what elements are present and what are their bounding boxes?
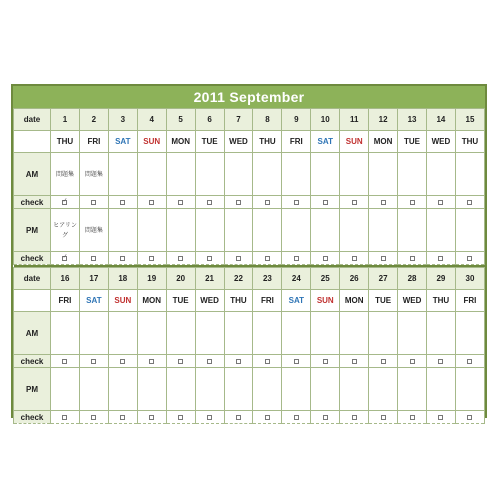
weekday-cell: THU (426, 290, 455, 312)
checkbox[interactable] (62, 359, 67, 364)
check-cell (369, 196, 398, 209)
pm-cell[interactable] (166, 368, 195, 411)
checkbox[interactable] (149, 256, 154, 261)
date-label: date (14, 268, 51, 290)
pm-cell[interactable] (340, 368, 369, 411)
checkbox[interactable] (438, 415, 443, 420)
date-cell: 27 (369, 268, 398, 290)
check-cell (224, 252, 253, 265)
check-cell (195, 196, 224, 209)
checkbox[interactable] (381, 200, 386, 205)
pm-cell[interactable] (253, 368, 282, 411)
check-cell (51, 355, 80, 368)
weekday-cell: THU (253, 131, 282, 153)
check-cell (369, 252, 398, 265)
am-cell[interactable] (369, 312, 398, 355)
weekday-cell: SUN (137, 131, 166, 153)
check-cell (166, 355, 195, 368)
checkbox[interactable] (149, 200, 154, 205)
check-cell (79, 252, 108, 265)
check-cell (253, 196, 282, 209)
weekday-cell: FRI (455, 290, 484, 312)
am-label: AM (14, 312, 51, 355)
check-label: check (14, 355, 51, 368)
date-cell: 4 (137, 109, 166, 131)
date-cell: 7 (224, 109, 253, 131)
weekday-cell: WED (426, 131, 455, 153)
date-cell: 13 (398, 109, 427, 131)
date-cell: 25 (311, 268, 340, 290)
checkbox[interactable] (178, 200, 183, 205)
pm-cell[interactable] (51, 368, 80, 411)
check-cell (166, 411, 195, 424)
am-cell[interactable] (398, 153, 427, 196)
check-cell (166, 252, 195, 265)
check-cell (282, 411, 311, 424)
checkbox[interactable] (207, 200, 212, 205)
date-cell: 6 (195, 109, 224, 131)
weekday-cell: TUE (166, 290, 195, 312)
pm-note: ヒアリング (53, 223, 77, 239)
check-label: check (14, 252, 51, 265)
checkbox[interactable] (438, 200, 443, 205)
am-check-row (14, 355, 485, 368)
am-cell[interactable] (108, 312, 137, 355)
date-cell: 28 (398, 268, 427, 290)
check-cell (108, 196, 137, 209)
pm-cell[interactable] (455, 368, 484, 411)
pm-cell[interactable] (166, 209, 195, 252)
checkbox[interactable] (62, 256, 67, 261)
am-label: AM (14, 153, 51, 196)
checkbox[interactable] (120, 359, 125, 364)
date-cell: 9 (282, 109, 311, 131)
check-cell (282, 355, 311, 368)
check-cell (108, 252, 137, 265)
am-cell[interactable] (224, 312, 253, 355)
check-cell (108, 411, 137, 424)
checkbox[interactable] (294, 415, 299, 420)
checkbox[interactable] (91, 200, 96, 205)
pm-check-row (14, 252, 485, 265)
date-cell: 19 (137, 268, 166, 290)
check-cell (224, 196, 253, 209)
checkbox[interactable] (467, 256, 472, 261)
date-cell: 24 (282, 268, 311, 290)
checkbox[interactable] (149, 415, 154, 420)
date-label: date (14, 109, 51, 131)
check-cell (224, 411, 253, 424)
check-cell (51, 252, 80, 265)
checkbox[interactable] (381, 256, 386, 261)
checkbox[interactable] (62, 200, 67, 205)
checkbox[interactable] (91, 256, 96, 261)
pm-cell[interactable] (79, 368, 108, 411)
date-cell: 8 (253, 109, 282, 131)
checkbox[interactable] (381, 415, 386, 420)
weekday-cell: MON (369, 131, 398, 153)
pm-cell[interactable] (426, 209, 455, 252)
check-cell (253, 252, 282, 265)
checkbox[interactable] (294, 359, 299, 364)
am-note: 問題集 (84, 172, 103, 178)
date-cell: 30 (455, 268, 484, 290)
pm-cell[interactable] (398, 209, 427, 252)
pm-cell[interactable] (282, 209, 311, 252)
checkbox[interactable] (352, 359, 357, 364)
am-cell[interactable] (455, 153, 484, 196)
check-cell (51, 196, 80, 209)
check-cell (340, 252, 369, 265)
pm-cell[interactable] (282, 368, 311, 411)
check-cell (137, 355, 166, 368)
weekday-cell: WED (398, 290, 427, 312)
weekday-cell: THU (51, 131, 80, 153)
am-cell[interactable] (79, 153, 108, 196)
am-cell[interactable] (369, 153, 398, 196)
checkbox[interactable] (236, 359, 241, 364)
pm-cell[interactable] (398, 368, 427, 411)
pm-row (14, 368, 485, 411)
check-cell (79, 411, 108, 424)
check-cell (137, 252, 166, 265)
checkbox[interactable] (178, 256, 183, 261)
check-cell (311, 196, 340, 209)
date-cell: 26 (340, 268, 369, 290)
check-cell (137, 196, 166, 209)
am-cell[interactable] (311, 153, 340, 196)
checkbox[interactable] (207, 256, 212, 261)
checkbox[interactable] (207, 415, 212, 420)
checkbox[interactable] (265, 200, 270, 205)
check-cell (340, 196, 369, 209)
weekday-cell: SAT (311, 131, 340, 153)
am-cell[interactable] (253, 312, 282, 355)
check-cell (426, 355, 455, 368)
am-cell[interactable] (51, 153, 80, 196)
date-cell: 18 (108, 268, 137, 290)
weekday-label (14, 131, 51, 153)
date-cell: 21 (195, 268, 224, 290)
date-cell: 15 (455, 109, 484, 131)
pm-cell[interactable] (224, 209, 253, 252)
checkbox[interactable] (207, 359, 212, 364)
weekday-cell: SUN (108, 290, 137, 312)
date-cell: 5 (166, 109, 195, 131)
check-cell (195, 355, 224, 368)
checkbox[interactable] (91, 415, 96, 420)
weekday-cell: MON (166, 131, 195, 153)
pm-cell[interactable] (51, 209, 80, 252)
weekday-cell: SAT (282, 290, 311, 312)
am-cell[interactable] (455, 312, 484, 355)
checkbox[interactable] (410, 200, 415, 205)
am-cell[interactable] (340, 153, 369, 196)
am-cell[interactable] (195, 153, 224, 196)
checkbox[interactable] (149, 359, 154, 364)
pm-label: PM (14, 209, 51, 252)
am-cell[interactable] (137, 153, 166, 196)
checkbox[interactable] (294, 200, 299, 205)
checkbox[interactable] (178, 359, 183, 364)
checkbox[interactable] (294, 256, 299, 261)
check-cell (195, 411, 224, 424)
date-cell: 23 (253, 268, 282, 290)
checkbox[interactable] (410, 415, 415, 420)
checkbox[interactable] (236, 256, 241, 261)
checkbox[interactable] (352, 415, 357, 420)
check-cell (340, 355, 369, 368)
date-cell: 20 (166, 268, 195, 290)
checkbox[interactable] (352, 256, 357, 261)
checkbox[interactable] (120, 200, 125, 205)
check-cell (455, 196, 484, 209)
date-cell: 22 (224, 268, 253, 290)
date-cell: 29 (426, 268, 455, 290)
am-cell[interactable] (426, 312, 455, 355)
am-cell[interactable] (224, 153, 253, 196)
check-label: check (14, 196, 51, 209)
checkbox[interactable] (467, 200, 472, 205)
am-cell[interactable] (195, 312, 224, 355)
date-row (14, 109, 485, 131)
weekday-cell: SUN (311, 290, 340, 312)
am-cell[interactable] (137, 312, 166, 355)
am-check-row (14, 196, 485, 209)
checkbox[interactable] (410, 256, 415, 261)
am-row (14, 153, 485, 196)
pm-cell[interactable] (79, 209, 108, 252)
checkbox[interactable] (323, 200, 328, 205)
checkbox[interactable] (438, 256, 443, 261)
check-cell (455, 355, 484, 368)
checkbox[interactable] (265, 256, 270, 261)
checkbox[interactable] (91, 359, 96, 364)
weekday-cell: FRI (253, 290, 282, 312)
date-row (14, 268, 485, 290)
pm-row (14, 209, 485, 252)
am-cell[interactable] (166, 312, 195, 355)
checkbox[interactable] (467, 415, 472, 420)
am-cell[interactable] (51, 312, 80, 355)
pm-cell[interactable] (224, 368, 253, 411)
check-cell (369, 411, 398, 424)
checkbox[interactable] (438, 359, 443, 364)
checkbox[interactable] (178, 415, 183, 420)
pm-cell[interactable] (108, 209, 137, 252)
check-cell (79, 355, 108, 368)
check-cell (311, 411, 340, 424)
pm-cell[interactable] (369, 209, 398, 252)
weekday-row (14, 290, 485, 312)
checkbox[interactable] (120, 415, 125, 420)
pm-cell[interactable] (195, 209, 224, 252)
check-cell (108, 355, 137, 368)
checkbox[interactable] (236, 200, 241, 205)
check-cell (79, 196, 108, 209)
check-label: check (14, 411, 51, 424)
calendar-title: 2011 September (13, 86, 485, 108)
pm-cell[interactable] (455, 209, 484, 252)
weekday-cell: MON (137, 290, 166, 312)
weekday-cell: SUN (340, 131, 369, 153)
checkbox[interactable] (323, 415, 328, 420)
am-cell[interactable] (166, 153, 195, 196)
weekday-cell: TUE (398, 131, 427, 153)
weekday-label (14, 290, 51, 312)
check-cell (311, 355, 340, 368)
pm-cell[interactable] (426, 368, 455, 411)
check-cell (398, 196, 427, 209)
date-cell: 11 (340, 109, 369, 131)
checkbox[interactable] (381, 359, 386, 364)
checkbox[interactable] (467, 359, 472, 364)
pm-cell[interactable] (311, 368, 340, 411)
check-cell (426, 196, 455, 209)
am-cell[interactable] (340, 312, 369, 355)
check-cell (455, 411, 484, 424)
check-cell (455, 252, 484, 265)
pm-cell[interactable] (137, 368, 166, 411)
check-cell (340, 411, 369, 424)
check-cell (369, 355, 398, 368)
weekday-cell: TUE (195, 131, 224, 153)
am-note: 問題集 (55, 172, 74, 178)
check-cell (195, 252, 224, 265)
am-cell[interactable] (253, 153, 282, 196)
weekday-cell: FRI (282, 131, 311, 153)
calendar (11, 84, 487, 422)
checkbox[interactable] (323, 359, 328, 364)
date-cell: 2 (79, 109, 108, 131)
check-cell (253, 411, 282, 424)
check-cell (224, 355, 253, 368)
pm-cell[interactable] (340, 209, 369, 252)
date-cell: 17 (79, 268, 108, 290)
weekday-cell: FRI (51, 290, 80, 312)
check-cell (282, 252, 311, 265)
am-cell[interactable] (79, 312, 108, 355)
date-cell: 16 (51, 268, 80, 290)
weekday-cell: WED (195, 290, 224, 312)
checkbox[interactable] (120, 256, 125, 261)
date-cell: 3 (108, 109, 137, 131)
weekday-row (14, 131, 485, 153)
checkbox[interactable] (323, 256, 328, 261)
weekday-cell: SAT (79, 290, 108, 312)
date-cell: 1 (51, 109, 80, 131)
weekday-cell: THU (224, 290, 253, 312)
checkbox[interactable] (265, 359, 270, 364)
date-cell: 10 (311, 109, 340, 131)
weekday-cell: TUE (369, 290, 398, 312)
checkbox[interactable] (236, 415, 241, 420)
weekday-cell: SAT (108, 131, 137, 153)
weekday-cell: THU (455, 131, 484, 153)
am-cell[interactable] (398, 312, 427, 355)
check-cell (51, 411, 80, 424)
pm-cell[interactable] (311, 209, 340, 252)
pm-note: 問題集 (84, 228, 103, 234)
pm-cell[interactable] (137, 209, 166, 252)
check-cell (137, 411, 166, 424)
checkbox[interactable] (62, 415, 67, 420)
pm-cell[interactable] (369, 368, 398, 411)
checkbox[interactable] (410, 359, 415, 364)
am-cell[interactable] (282, 312, 311, 355)
calendar-grid (13, 108, 485, 424)
pm-label: PM (14, 368, 51, 411)
pm-cell[interactable] (253, 209, 282, 252)
am-cell[interactable] (282, 153, 311, 196)
pm-cell[interactable] (108, 368, 137, 411)
date-cell: 12 (369, 109, 398, 131)
check-cell (398, 411, 427, 424)
pm-cell[interactable] (195, 368, 224, 411)
check-cell (311, 252, 340, 265)
am-cell[interactable] (311, 312, 340, 355)
date-cell: 14 (426, 109, 455, 131)
checkbox[interactable] (352, 200, 357, 205)
check-cell (426, 252, 455, 265)
check-cell (166, 196, 195, 209)
am-row (14, 312, 485, 355)
check-cell (426, 411, 455, 424)
weekday-cell: MON (340, 290, 369, 312)
check-cell (398, 355, 427, 368)
check-cell (282, 196, 311, 209)
checkbox[interactable] (265, 415, 270, 420)
weekday-cell: FRI (79, 131, 108, 153)
check-cell (253, 355, 282, 368)
am-cell[interactable] (108, 153, 137, 196)
check-cell (398, 252, 427, 265)
am-cell[interactable] (426, 153, 455, 196)
weekday-cell: WED (224, 131, 253, 153)
pm-check-row (14, 411, 485, 424)
